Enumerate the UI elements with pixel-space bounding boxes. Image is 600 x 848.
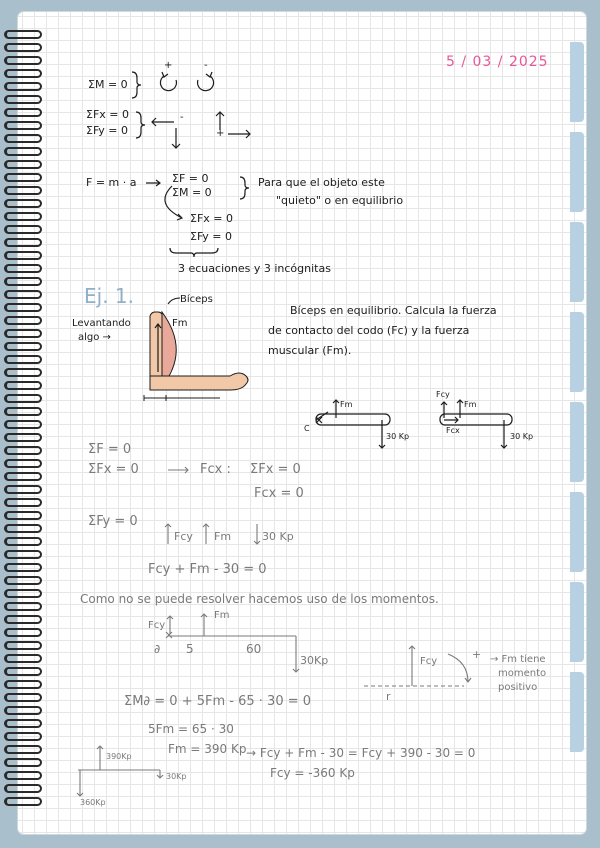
fcy-arrow [409,646,415,686]
force-label: 360Kp [80,798,106,807]
moment-note: positivo [498,682,538,693]
arrow-left [152,118,174,126]
plus-sign: + [216,128,225,139]
fcx-result: Fcx = 0 [254,486,304,501]
lifting-label: algo → [78,332,111,343]
fm-arrow [201,614,207,636]
rotation-arc [448,654,471,682]
moment-equation: ΣM∂ = 0 + 5Fm - 65 · 30 = 0 [124,694,312,709]
brace [132,72,141,98]
fcy-result: Fcy = -360 Kp [270,766,355,780]
sum-fy-eq: ΣFy = 0 [88,514,138,529]
fcy-arrow [167,616,173,634]
dim-line [144,395,220,401]
f390-arrow [97,746,103,770]
weight-label: 30 Kp [510,432,534,441]
biceps-label: Bíceps [180,294,213,305]
fy-equation: Fcy + Fm - 30 = 0 [148,562,267,577]
arrow-down [172,128,180,148]
sum-f-eq: ΣF = 0 [88,442,132,457]
forearm-bar [316,414,390,425]
plus-sign: + [472,648,482,661]
sum-fx-eq: ΣFx = 0 [88,462,139,477]
minus-sign: - [180,112,184,123]
equations-summary: 3 ecuaciones y 3 incógnitas [178,262,331,275]
rotation-ccw-icon [160,76,176,91]
lifting-label: Levantando [72,318,131,329]
sum-fy-label: ΣFy = 0 [190,230,232,243]
minus-sign: - [204,60,208,71]
arrow-up [203,524,209,544]
fm-label: Fm [464,400,477,409]
fm-label: Fm [340,400,353,409]
distance-5: 5 [186,642,194,656]
arrow-right [228,130,250,138]
equation-step: 5Fm = 65 · 30 [148,722,234,736]
f360-arrow [77,770,83,796]
weight-label: 30Kp [300,654,329,667]
fy-substitution: → Fcy + Fm - 30 = Fcy + 390 - 30 = 0 [246,746,476,760]
weight-arrow [293,636,299,672]
sum-m-label: ΣM = 0 [172,186,212,199]
moment-note: → Fm tiene [490,654,546,665]
r-vector-label: r [386,690,391,703]
moments-note: Como no se puede resolver hacemos uso de los momentos. [80,592,439,606]
force-label: 390Kp [106,752,132,761]
weight-label: 30 Kp [386,432,410,441]
fcy-label: Fcy [148,620,166,631]
fcy-label: Fcy [174,530,193,543]
fcx-arrow [444,417,458,423]
fm-label: Fm [214,610,230,621]
sum-fx-eq: ΣFx = 0 [250,462,301,477]
arrow-right [168,467,188,473]
fm-label: Fm [172,318,188,329]
fc-arrow [316,412,328,420]
sum-f-label: ΣF = 0 [172,172,209,185]
pivot-label: ∂ [154,642,161,656]
equilibrium-note: "quieto" o en equilibrio [276,194,404,207]
biceps-pointer [168,298,180,304]
distance-60: 60 [246,642,262,656]
forearm [150,373,248,390]
f30-arrow [157,770,163,778]
fcy-label: Fcy [420,656,438,667]
sum-moments-label: ΣM = 0 [88,78,128,91]
problem-statement: Bíceps en equilibrio. Calcula la fuerza [290,304,497,317]
upper-arm [150,312,163,384]
newton-law: F = m · a [86,176,137,189]
fm-result: Fm = 390 Kp [168,742,247,756]
sum-fx-label: ΣFx = 0 [86,108,129,121]
pivot-x [166,632,172,638]
rotation-cw-icon [198,76,214,91]
brace [170,248,218,257]
page-date: 5 / 03 / 2025 [446,54,549,70]
fm-arrow [333,400,339,418]
c-label: C [304,424,310,433]
arrow-up [165,524,171,544]
sum-fx-label: ΣFx = 0 [190,212,233,225]
weight-label: 30 Kp [262,530,294,543]
arrow-down [254,524,260,544]
sum-fy-label: ΣFy = 0 [86,124,128,137]
example-title: Ej. 1. [84,284,134,308]
fcy-label: Fcy [436,390,450,399]
arm-illustration [144,298,248,401]
fcx-label: Fcx [446,426,460,435]
arrow-right [146,180,160,186]
force-label: 30Kp [166,772,187,781]
weight-arrow [501,420,507,448]
moment-note: momento [498,668,547,679]
weight-arrow [379,420,385,448]
fm-label: Fm [214,530,232,543]
brace [136,112,145,138]
problem-statement: muscular (Fm). [268,344,352,357]
plus-sign: + [164,60,173,71]
fm-arrow [457,400,463,418]
problem-statement: de contacto del codo (Fc) y la fuerza [268,324,470,337]
fcx-label: Fcx : [200,462,231,477]
equilibrium-note: Para que el objeto este [258,176,385,189]
brace [240,177,249,199]
